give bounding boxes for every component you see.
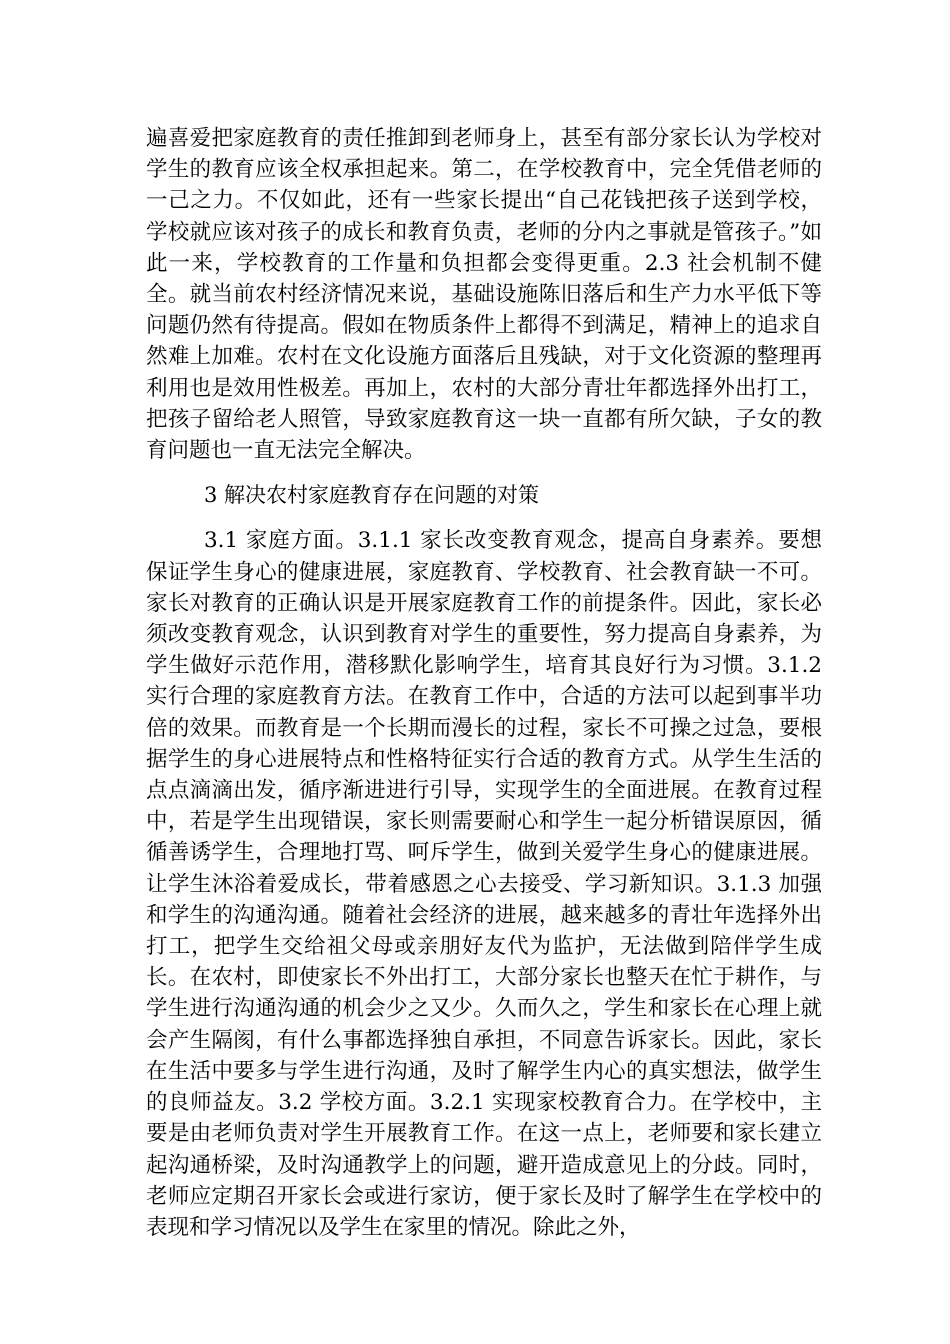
body-paragraph: 遍喜爱把家庭教育的责任推卸到老师身上，甚至有部分家长认为学校对学生的教育应该全权承担起来。第二，在学校教育中，完全凭借老师的一己之力。不仅如此，还有一些家长提出“自己花钱把孩子送到学校，学校就应该对孩子的成长和教育负责，老师的分内之事就是管孩子。”如此一来，学校教育的工作量和负担都会变得更重。2.3 社会机制不健全。就当前农村经济情况来说，基础设施陈旧落后和生产力水平低下等问题仍然有待提高。假如在物质条件上都得不到满足，精神上的追求自然难上加难。农村在文化设施方面落后且残缺，对于文化资源的整理再利用也是效用性极差。再加上，农村的大部分青壮年都选择外出打工，把孩子留给老人照管，导致家庭教育这一块一直都有所欠缺，子女的教育问题也一直无法完全解决。 xyxy=(146,126,822,464)
section-heading: 3 解决农村家庭教育存在问题的对策 xyxy=(204,483,540,508)
document-body xyxy=(146,123,822,1243)
body-paragraph: 3.1 家庭方面。3.1.1 家长改变教育观念，提高自身素养。要想保证学生身心的健康进展，家庭教育、学校教育、社会教育缺一不可。家长对教育的正确认识是开展家庭教育工作的前提条件。因此，家长必须改变教育观念，认识到教育对学生的重要性，努力提高自身素养，为学生做好示范作用，潜移默化影响学生，培育其良好行为习惯。3.1.2 实行合理的家庭教育方法。在教育工作中，合适的方法可以起到事半功倍的效果。而教育是一个长期而漫长的过程，家长不可操之过急，要根据学生的身心进展特点和性格特征实行合适的教育方式。从学生生活的点点滴滴出发，循序渐进进行引导，实现学生的全面进展。在教育过程中，若是学生出现错误，家长则需要耐心和学生一起分析错误原因，循循善诱学生，合理地打骂、呵斥学生，做到关爱学生身心的健康进展。让学生沐浴着爱成长，带着感恩之心去接受、学习新知识。3.1.3 加强和学生的沟通沟通。随着社会经济的进展，越来越多的青壮年选择外出打工，把学生交给祖父母或亲朋好友代为监护，无法做到陪伴学生成长。在农村，即使家长不外出打工，大部分家长也整天在忙于耕作，与学生进行沟通沟通的机会少之又少。久而久之，学生和家长在心理上就会产生隔阂，有什么事都选择独自承担，不同意告诉家长。因此，家长在生活中要多与学生进行沟通，及时了解学生内心的真实想法，做学生的良师益友。3.2 学校方面。3.2.1 实现家校教育合力。在学校中，主要是由老师负责对学生开展教育工作。在这一点上，老师要和家长建立起沟通桥梁，及时沟通教学上的问题，避开造成意见上的分歧。同时，老师应定期召开家长会或进行家访，便于家长及时了解学生在学校中的表现和学习情况以及学生在家里的情况。除此之外， xyxy=(146,528,822,1240)
